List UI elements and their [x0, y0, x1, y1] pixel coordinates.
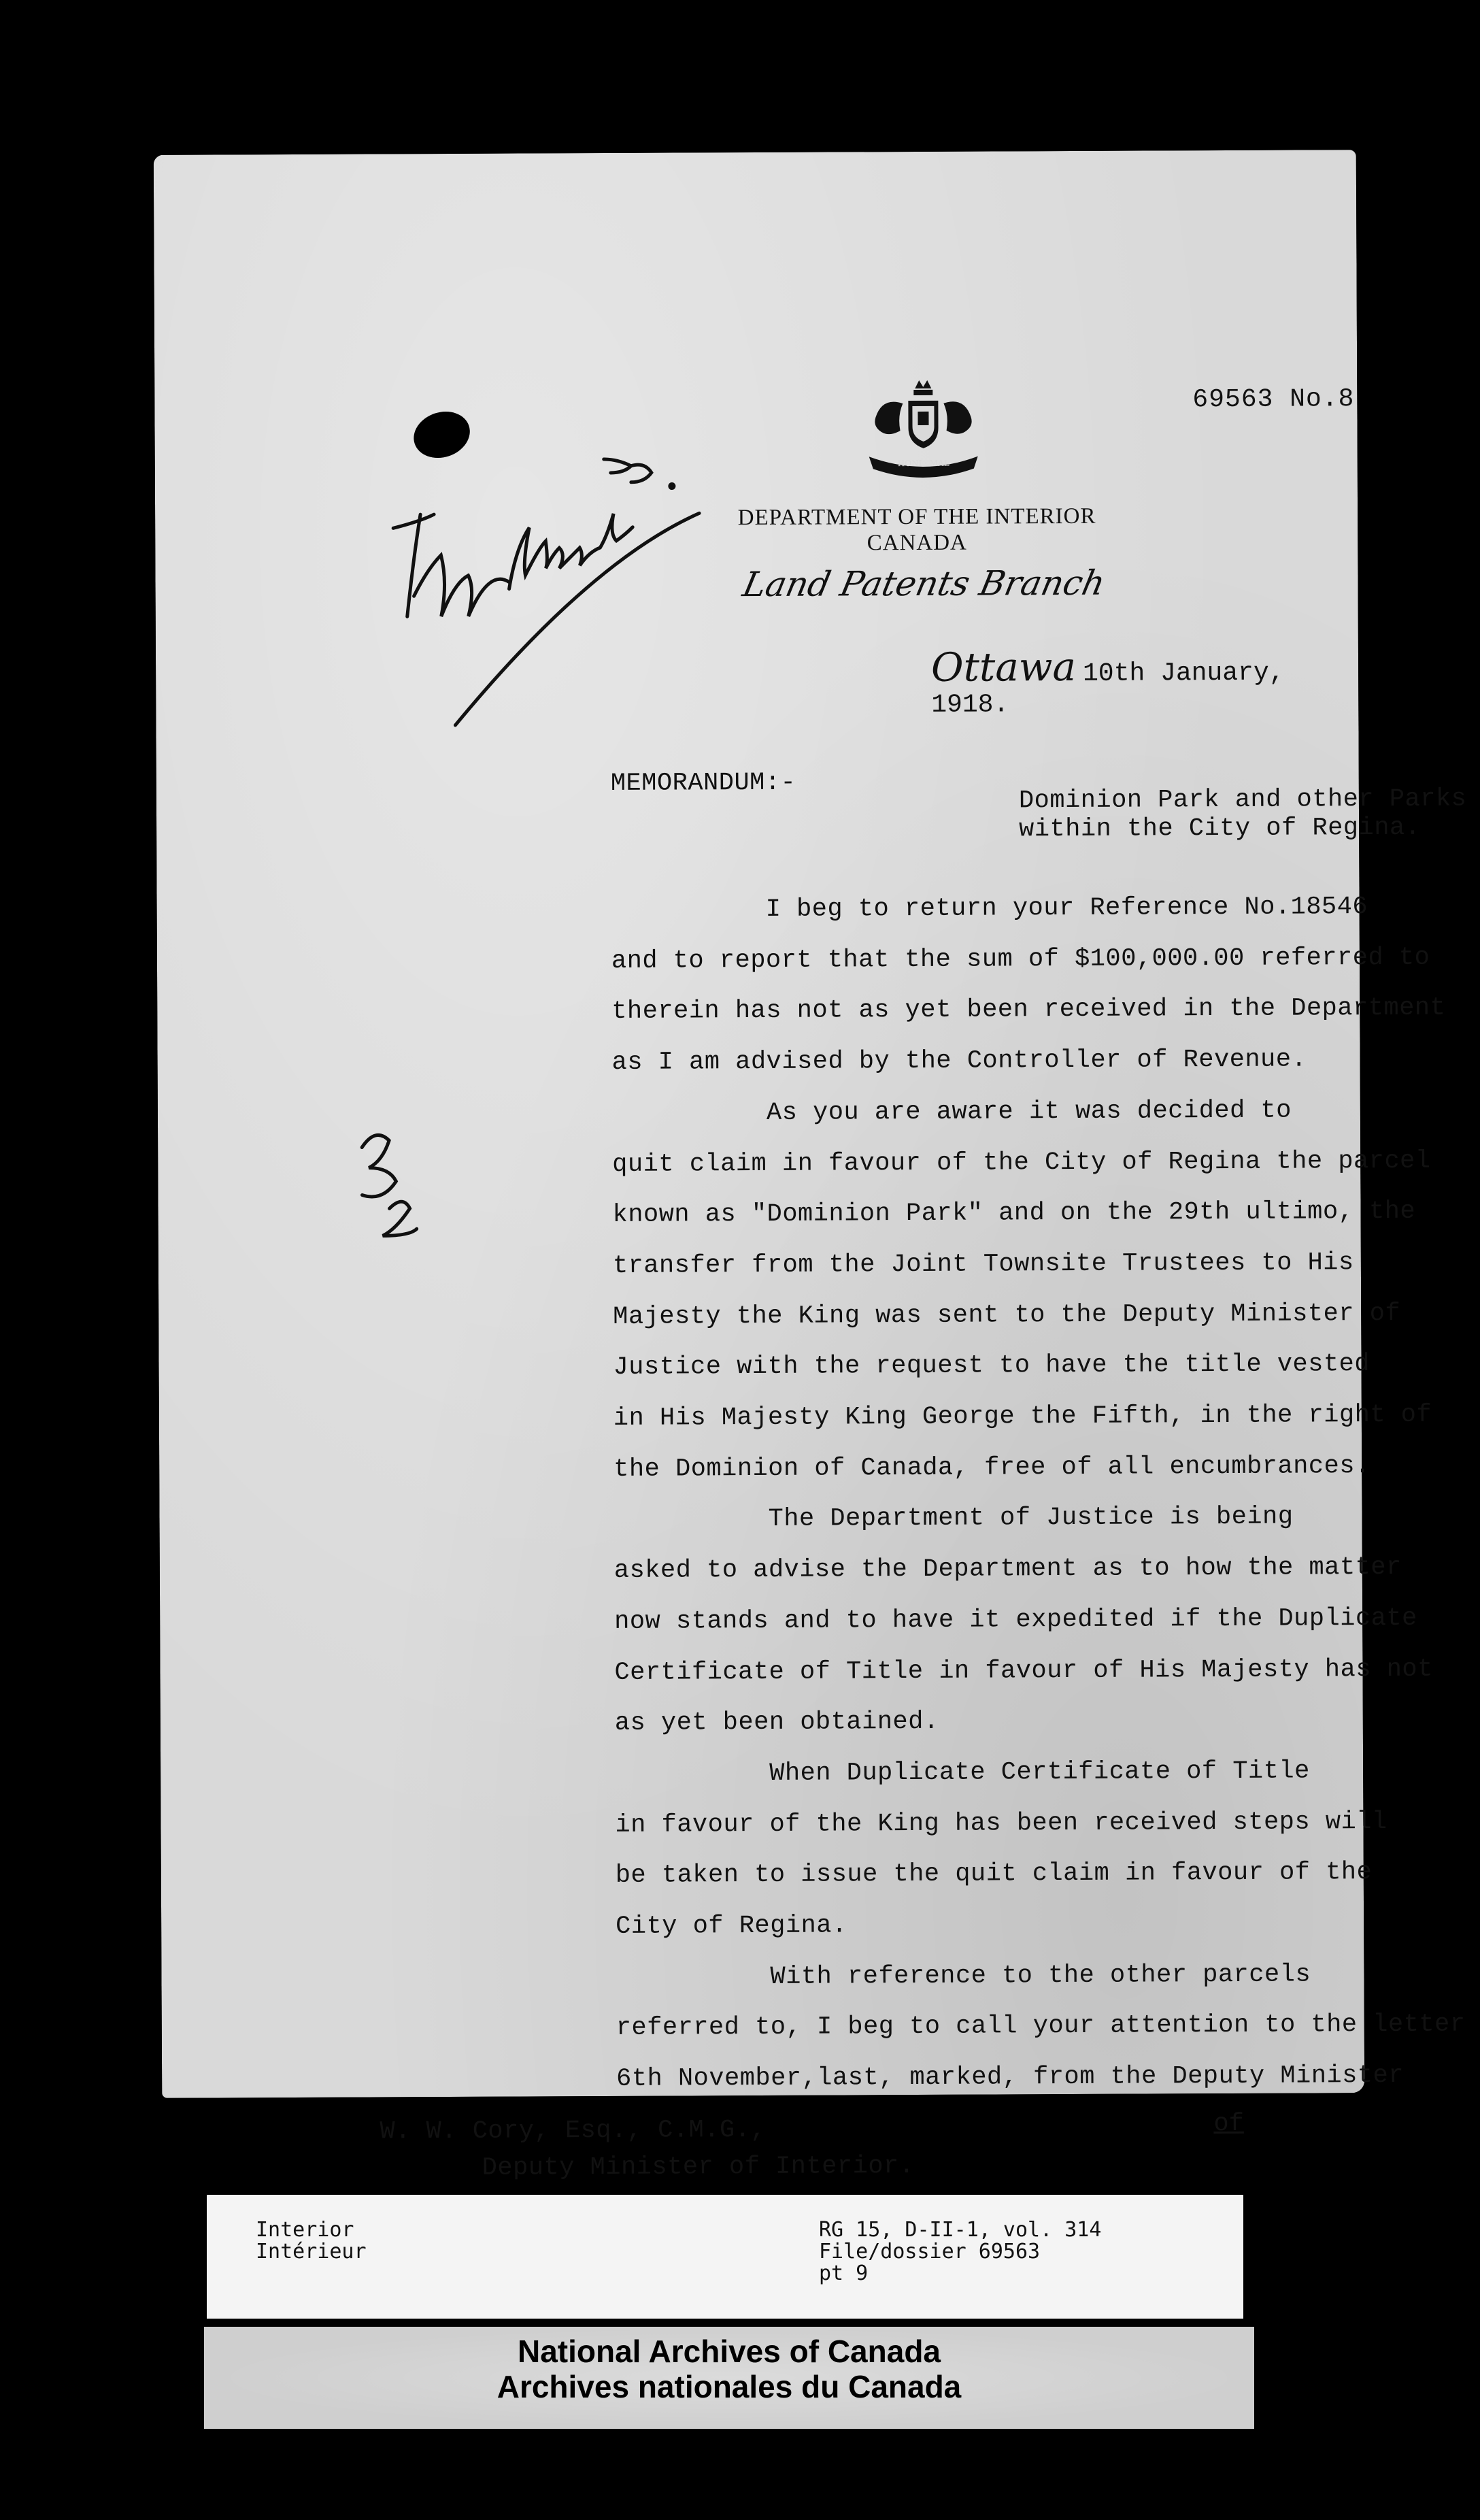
memo-body-line: As you are aware it was decided to: [611, 1096, 1292, 1128]
archive-reference: [819, 2219, 1101, 2285]
handwritten-initials-icon: [348, 1120, 431, 1243]
memo-body-line: quit claim in favour of the City of Regina the parcel: [612, 1146, 1431, 1179]
file-number: 69563 No.8: [1192, 384, 1355, 415]
memo-body-line: Certificate of Title in favour of His Majesty has not: [614, 1655, 1433, 1687]
memo-body-line: and to report that the sum of $100,000.00 referred to: [611, 943, 1430, 976]
subject-line: Dominion Park and other Parks: [1018, 784, 1467, 816]
memo-body-line: be taken to issue the quit claim in favour of the: [615, 1858, 1373, 1891]
continuation-word: of: [1213, 2109, 1244, 2139]
memo-body-line: When Duplicate Certificate of Title: [615, 1757, 1310, 1789]
memo-body-line: as yet been obtained.: [614, 1708, 939, 1738]
addressee-name: W. W. Cory, Esq., C.M.G.,: [380, 2115, 767, 2146]
memo-body-line: the Dominion of Canada, free of all encumbrances.: [613, 1451, 1370, 1484]
memo-body-line: transfer from the Joint Townsite Trustees to His: [612, 1248, 1354, 1280]
label-line: RG 15, D-II-1, vol. 314: [819, 2218, 1102, 2242]
memo-body-line: referred to, I beg to call your attention to the letter: [616, 2010, 1466, 2043]
svg-text:HONI · MAL: HONI · MAL: [897, 458, 949, 469]
label-line: Interior: [256, 2218, 354, 2242]
memo-body-line: therein has not as yet been received in the Department: [611, 994, 1446, 1027]
handwritten-annotation: [373, 438, 728, 739]
memo-subject: [1019, 784, 1467, 844]
branch-name: Land Patents Branch: [739, 563, 1109, 605]
archive-reference-label: [207, 2195, 1243, 2319]
archives-name: [204, 2334, 1254, 2404]
department-country: CANADA: [867, 530, 967, 556]
department-name: DEPARTMENT OF THE INTERIOR: [737, 503, 1096, 531]
memo-body-line: Majesty the King was sent to the Deputy Minister of: [613, 1299, 1401, 1331]
memo-body-line: now stands and to have it expedited if the Duplicate: [614, 1604, 1417, 1636]
memo-body-line: known as "Dominion Park" and on the 29th ultimo, the: [612, 1197, 1416, 1230]
memo-body-line: 6th November,last, marked, from the Deputy Minister: [616, 2061, 1405, 2094]
memo-body-line: asked to advise the Department as to how the matter: [613, 1553, 1402, 1586]
archives-name-english: National Archives of Canada: [517, 2334, 941, 2369]
addressee-block: [380, 2111, 914, 2187]
department-heading: [713, 503, 1121, 557]
addressee-title: Deputy Minister of Interior.: [482, 2152, 915, 2183]
royal-coat-of-arms-icon: [855, 376, 992, 486]
archive-department: [256, 2219, 367, 2263]
memo-body-line: Justice with the request to have the title vested: [613, 1350, 1370, 1382]
label-line: pt 9: [819, 2261, 869, 2285]
memo-body-line: With reference to the other parcels: [616, 1960, 1311, 1992]
memo-body-line: The Department of Justice is being: [613, 1503, 1294, 1535]
archives-name-french: Archives nationales du Canada: [497, 2369, 962, 2404]
dateline: [931, 642, 1358, 720]
memo-body-line: as I am advised by the Controller of Revenue.: [611, 1045, 1307, 1078]
label-line: Intérieur: [256, 2240, 367, 2264]
document-page: [154, 150, 1467, 2183]
memo-body: [611, 881, 1466, 2104]
memo-body-line: in His Majesty King George the Fifth, in the right of: [613, 1400, 1432, 1433]
archives-banner: [204, 2327, 1254, 2429]
memo-body-line: in favour of the King has been received steps will: [615, 1807, 1388, 1840]
memo-body-line: I beg to return your Reference No.18546: [611, 893, 1368, 925]
memo-body-line: City of Regina.: [616, 1911, 847, 1941]
date-text: 10th January, 1918.: [931, 658, 1285, 720]
date-city: Ottawa: [930, 643, 1077, 691]
subject-line: within the City of Regina.: [1019, 813, 1421, 844]
memo-heading: MEMORANDUM:-: [610, 768, 796, 798]
label-line: File/dossier 69563: [819, 2240, 1041, 2264]
